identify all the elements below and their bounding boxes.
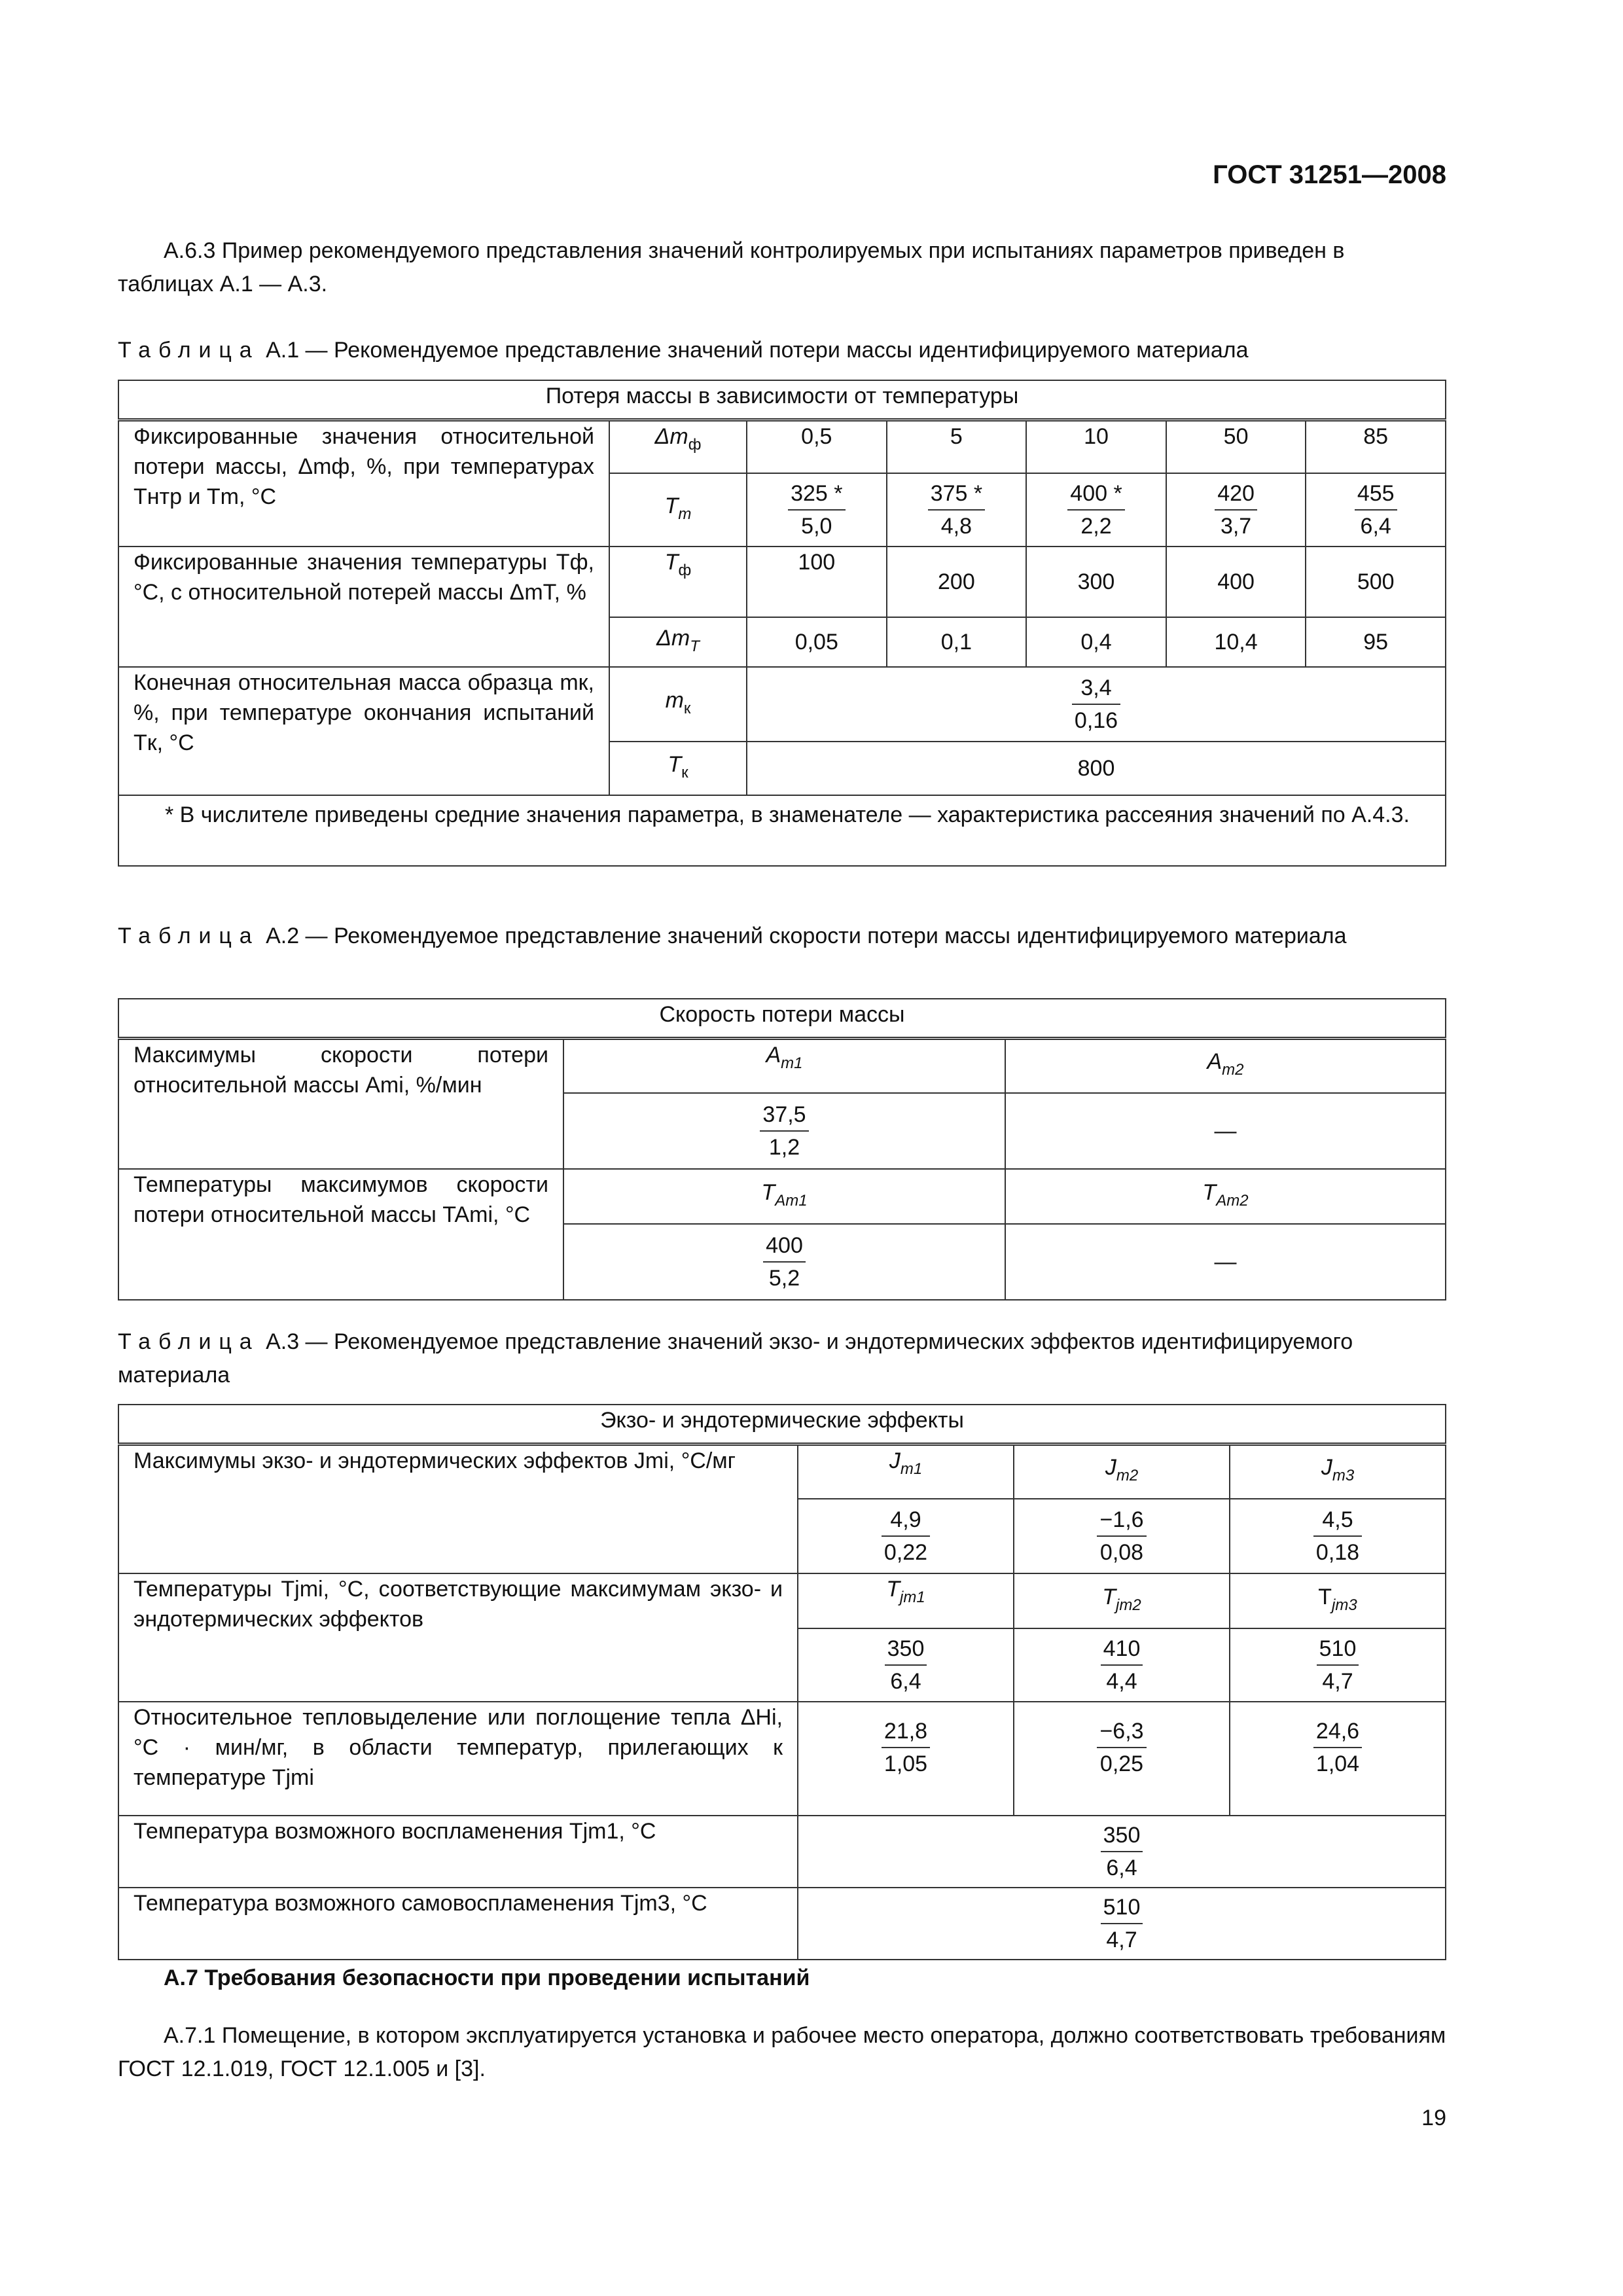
table1-fraction-cell: $\frac{420}{3,7}$ bbox=[1166, 473, 1306, 547]
table1-fraction-cell: $\frac{375 *}{4,8}$ bbox=[887, 473, 1027, 547]
table1-row2-symbol-a: $T_ф$ bbox=[609, 547, 747, 617]
table1-row3-label: Конечная относительная масса образца mк, %, при температуре окончания испытаний Tк, °С bbox=[118, 667, 609, 795]
table1-fraction-cell: $\frac{400 *}{2,2}$ bbox=[1026, 473, 1166, 547]
table2-header-cell: $A_{m2}$ bbox=[1005, 1038, 1446, 1093]
table1-cell: 10 bbox=[1026, 420, 1166, 473]
table2-cell: — bbox=[1005, 1093, 1446, 1169]
table3-header-cell: $T_{jm3}$ bbox=[1230, 1573, 1446, 1628]
table3-header-cell: $J_{m2}$ bbox=[1014, 1444, 1230, 1499]
table1-cell: 10,4 bbox=[1166, 617, 1306, 667]
table2-caption bbox=[118, 920, 1446, 953]
table3-title: Экзо- и эндотермические эффекты bbox=[118, 1405, 1446, 1444]
table2-title: Скорость потери массы bbox=[118, 999, 1446, 1038]
table3-row2-label: Температуры Tjmi, °С, соответствующие максимумам экзо- и эндотермических эффектов bbox=[118, 1573, 798, 1702]
table1-caption-text: А.1 — Рекомендуемое представление значений потери массы идентифицируемого материала bbox=[266, 338, 1249, 363]
table3-fraction-cell: $\frac{510}{4,7}$ bbox=[798, 1888, 1446, 1960]
table1-cell: 0,5 bbox=[747, 420, 887, 473]
table-a1 bbox=[118, 380, 1446, 867]
section-paragraph: А.7.1 Помещение, в котором эксплуатируется установка и рабочее место оператора, должно соответствовать требованиям ГОСТ 12.1.019, ГОСТ 12.1.005 и [3]. bbox=[118, 2023, 1446, 2081]
table1-cell: 5 bbox=[887, 420, 1027, 473]
table2-header-cell: $T_{Am1}$ bbox=[563, 1169, 1005, 1224]
table1-caption bbox=[118, 334, 1446, 367]
table3-fraction-cell: $\frac{-6,3}{0,25}$ bbox=[1014, 1702, 1230, 1816]
intro-paragraph: А.6.3 Пример рекомендуемого представления значений контролируемых при испытаниях параметров приведен в таблицах А.1 — А.3. bbox=[118, 238, 1345, 296]
table1-cell: 500 bbox=[1306, 547, 1446, 617]
table2-caption-prefix: Таблица bbox=[118, 924, 260, 948]
table1-row1-symbol-a: $\Delta m_ф$ bbox=[609, 420, 747, 473]
table3-fraction-cell: $\frac{24,6}{1,04}$ bbox=[1230, 1702, 1446, 1816]
table3-fraction-cell: $\frac{350}{6,4}$ bbox=[798, 1816, 1446, 1888]
table1-row3-symbol-a: $m_к$ bbox=[609, 667, 747, 742]
table2-row1-label: Максимумы скорости потери относительной массы Ami, %/мин bbox=[118, 1038, 563, 1169]
table2-fraction-cell: $\frac{37,5}{1,2}$ bbox=[563, 1093, 1005, 1169]
table2-header-cell: $T_{Am2}$ bbox=[1005, 1169, 1446, 1224]
table3-row1-label: Максимумы экзо- и эндотермических эффектов Jmi, °С/мг bbox=[118, 1444, 798, 1573]
table-a2 bbox=[118, 998, 1446, 1300]
table3-caption bbox=[118, 1325, 1446, 1392]
table3-fraction-cell: $\frac{410}{4,4}$ bbox=[1014, 1628, 1230, 1702]
table1-fraction-cell: $\frac{3,4}{0,16}$ bbox=[747, 667, 1446, 742]
table1-cell: 0,4 bbox=[1026, 617, 1166, 667]
table3-fraction-cell: $\frac{21,8}{1,05}$ bbox=[798, 1702, 1014, 1816]
table3-fraction-cell: $\frac{4,9}{0,22}$ bbox=[798, 1499, 1014, 1573]
table1-row1-label: Фиксированные значения относительной потери массы, Δmф, %, при температурах Tнтр и Tm, °С bbox=[118, 420, 609, 547]
table1-cell: 100 bbox=[747, 547, 887, 617]
table1-caption-prefix: Таблица bbox=[118, 338, 260, 363]
table1-row3-symbol-b: $T_к$ bbox=[609, 742, 747, 795]
table1-cell: 95 bbox=[1306, 617, 1446, 667]
table1-footnote: * В числителе приведены средние значения параметра, в знаменателе — характеристика рассеяния значений по А.4.3. bbox=[118, 795, 1446, 866]
table1-cell: 0,1 bbox=[887, 617, 1027, 667]
table1-cell: 0,05 bbox=[747, 617, 887, 667]
table2-caption-text: А.2 — Рекомендуемое представление значений скорости потери массы идентифицируемого материала bbox=[266, 924, 1347, 948]
table3-fraction-cell: $\frac{-1,6}{0,08}$ bbox=[1014, 1499, 1230, 1573]
table3-fraction-cell: $\frac{350}{6,4}$ bbox=[798, 1628, 1014, 1702]
page-number: 19 bbox=[1421, 2106, 1446, 2130]
table3-header-cell: $J_{m3}$ bbox=[1230, 1444, 1446, 1499]
table3-row3-label: Относительное тепловыделение или поглощение тепла ΔHi, °С · мин/мг, в области температур, прилегающих к температуре Tjmi bbox=[118, 1702, 798, 1816]
table3-caption-prefix: Таблица bbox=[118, 1329, 260, 1354]
table1-cell: 800 bbox=[747, 742, 1446, 795]
table2-cell: — bbox=[1005, 1224, 1446, 1300]
document-code: ГОСТ 31251—2008 bbox=[1213, 160, 1446, 189]
table1-row2-label: Фиксированные значения температуры Tф, °С, с относительной потерей массы ΔmT, % bbox=[118, 547, 609, 667]
table1-row1-symbol-b: $T_m$ bbox=[609, 473, 747, 547]
table3-header-cell: $J_{m1}$ bbox=[798, 1444, 1014, 1499]
table1-cell: 85 bbox=[1306, 420, 1446, 473]
table3-fraction-cell: $\frac{4,5}{0,18}$ bbox=[1230, 1499, 1446, 1573]
table1-row2-symbol-b: $\Delta m_T$ bbox=[609, 617, 747, 667]
table1-cell: 200 bbox=[887, 547, 1027, 617]
table1-title: Потеря массы в зависимости от температуры bbox=[118, 380, 1446, 420]
table3-caption-text: А.3 — Рекомендуемое представление значений экзо- и эндотермических эффектов идентифицируемого материала bbox=[118, 1329, 1353, 1388]
table2-fraction-cell: $\frac{400}{5,2}$ bbox=[563, 1224, 1005, 1300]
table-a3 bbox=[118, 1404, 1446, 1960]
table2-header-cell: $A_{m1}$ bbox=[563, 1038, 1005, 1093]
table3-header-cell: $T_{jm1}$ bbox=[798, 1573, 1014, 1628]
table1-cell: 400 bbox=[1166, 547, 1306, 617]
section-heading: А.7 Требования безопасности при проведении испытаний bbox=[164, 1965, 810, 1990]
table3-row4-label: Температура возможного воспламенения Tjm1, °С bbox=[118, 1816, 798, 1888]
table1-cell: 300 bbox=[1026, 547, 1166, 617]
table3-header-cell: $T_{jm2}$ bbox=[1014, 1573, 1230, 1628]
table2-row2-label: Температуры максимумов скорости потери относительной массы TAmi, °С bbox=[118, 1169, 563, 1300]
table1-fraction-cell: $\frac{455}{6,4}$ bbox=[1306, 473, 1446, 547]
table1-fraction-cell: $\frac{325 *}{5,0}$ bbox=[747, 473, 887, 547]
table3-fraction-cell: $\frac{510}{4,7}$ bbox=[1230, 1628, 1446, 1702]
table3-row5-label: Температура возможного самовоспламенения Tjm3, °С bbox=[118, 1888, 798, 1960]
table1-cell: 50 bbox=[1166, 420, 1306, 473]
